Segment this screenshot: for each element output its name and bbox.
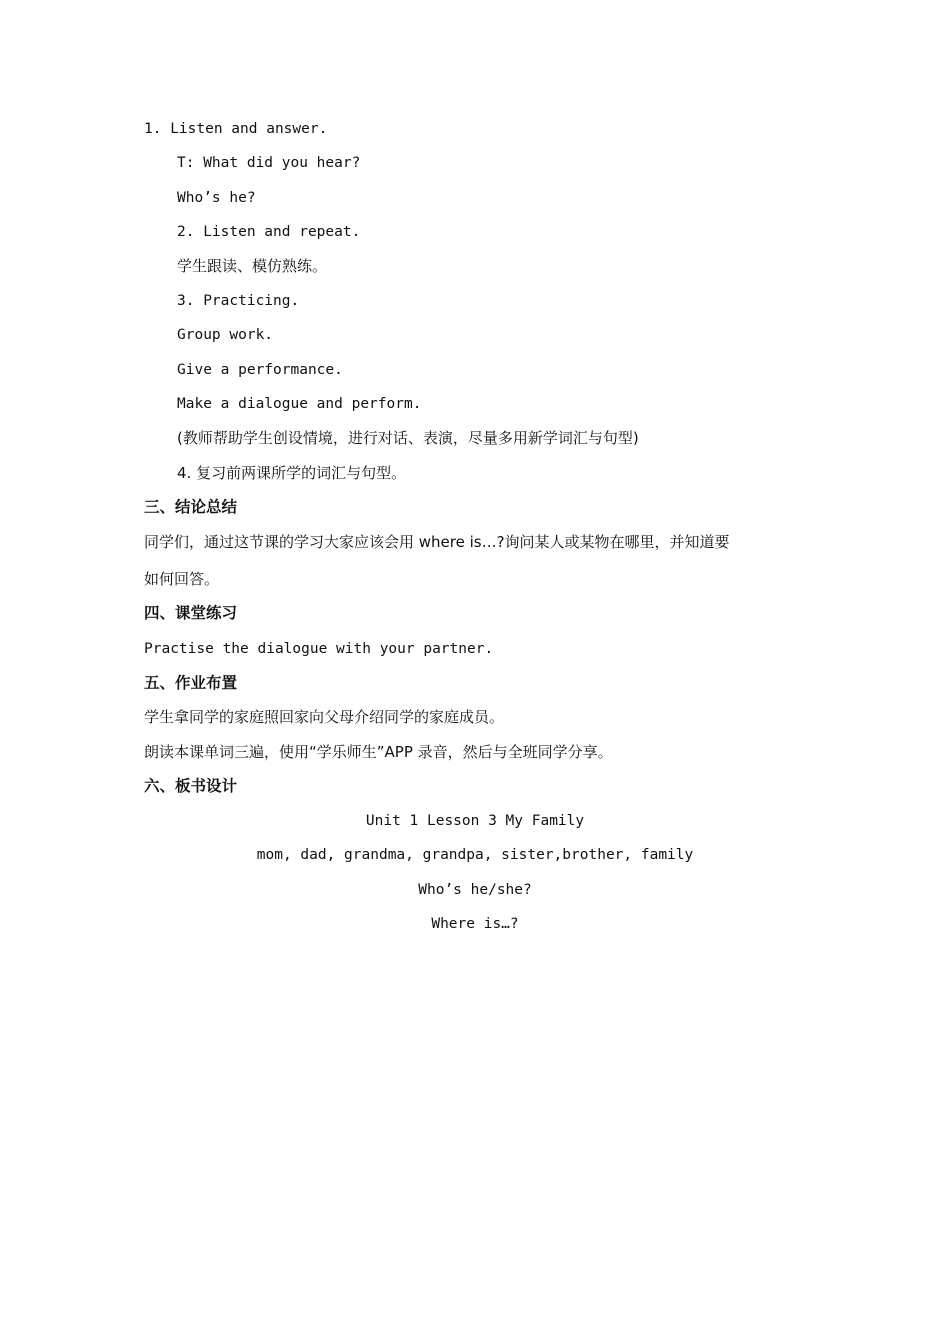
step-4-review: 4. 复习前两课所学的词汇与句型。 — [177, 464, 407, 482]
step-3-make-dialogue: Make a dialogue and perform. — [177, 396, 422, 412]
section-5-heading: 五、作业布置 — [144, 674, 238, 692]
section-3-line-2: 如何回答。 — [144, 570, 220, 588]
section-4-heading: 四、课堂练习 — [144, 604, 238, 622]
board-question-2: Where is…? — [431, 916, 519, 932]
step-3-give-performance: Give a performance. — [177, 362, 343, 378]
section-3-line-1: 同学们，通过这节课的学习大家应该会用 where is…?询问某人或某物在哪里，并知道要 — [144, 533, 730, 551]
step-2-listen-and-repeat: 2. Listen and repeat. — [177, 224, 361, 240]
section-6-heading: 六、板书设计 — [144, 777, 238, 795]
section-5-line-2: 朗读本课单词三遍，使用“学乐师生”APP 录音，然后与全班同学分享。 — [144, 743, 613, 761]
board-title: Unit 1 Lesson 3 My Family — [365, 813, 585, 829]
section-3-heading: 三、结论总结 — [144, 498, 238, 516]
section-5-line-1: 学生拿同学的家庭照回家向父母介绍同学的家庭成员。 — [144, 708, 505, 726]
step-1-question-1: T: What did you hear? — [177, 155, 361, 171]
board-question-1: Who’s he/she? — [418, 882, 532, 898]
step-3-note: (教师帮助学生创设情境，进行对话、表演，尽量多用新学词汇与句型) — [177, 429, 639, 447]
step-2-note: 学生跟读、模仿熟练。 — [177, 257, 328, 275]
step-1-listen-and-answer: 1. Listen and answer. — [144, 121, 328, 137]
step-3-group-work: Group work. — [177, 327, 274, 343]
step-3-practicing: 3. Practicing. — [177, 293, 300, 309]
section-4-line-1: Practise the dialogue with your partner. — [144, 641, 494, 657]
board-words: mom, dad, grandma, grandpa, sister,brother, family — [256, 847, 694, 863]
step-1-question-2: Who’s he? — [177, 190, 256, 206]
